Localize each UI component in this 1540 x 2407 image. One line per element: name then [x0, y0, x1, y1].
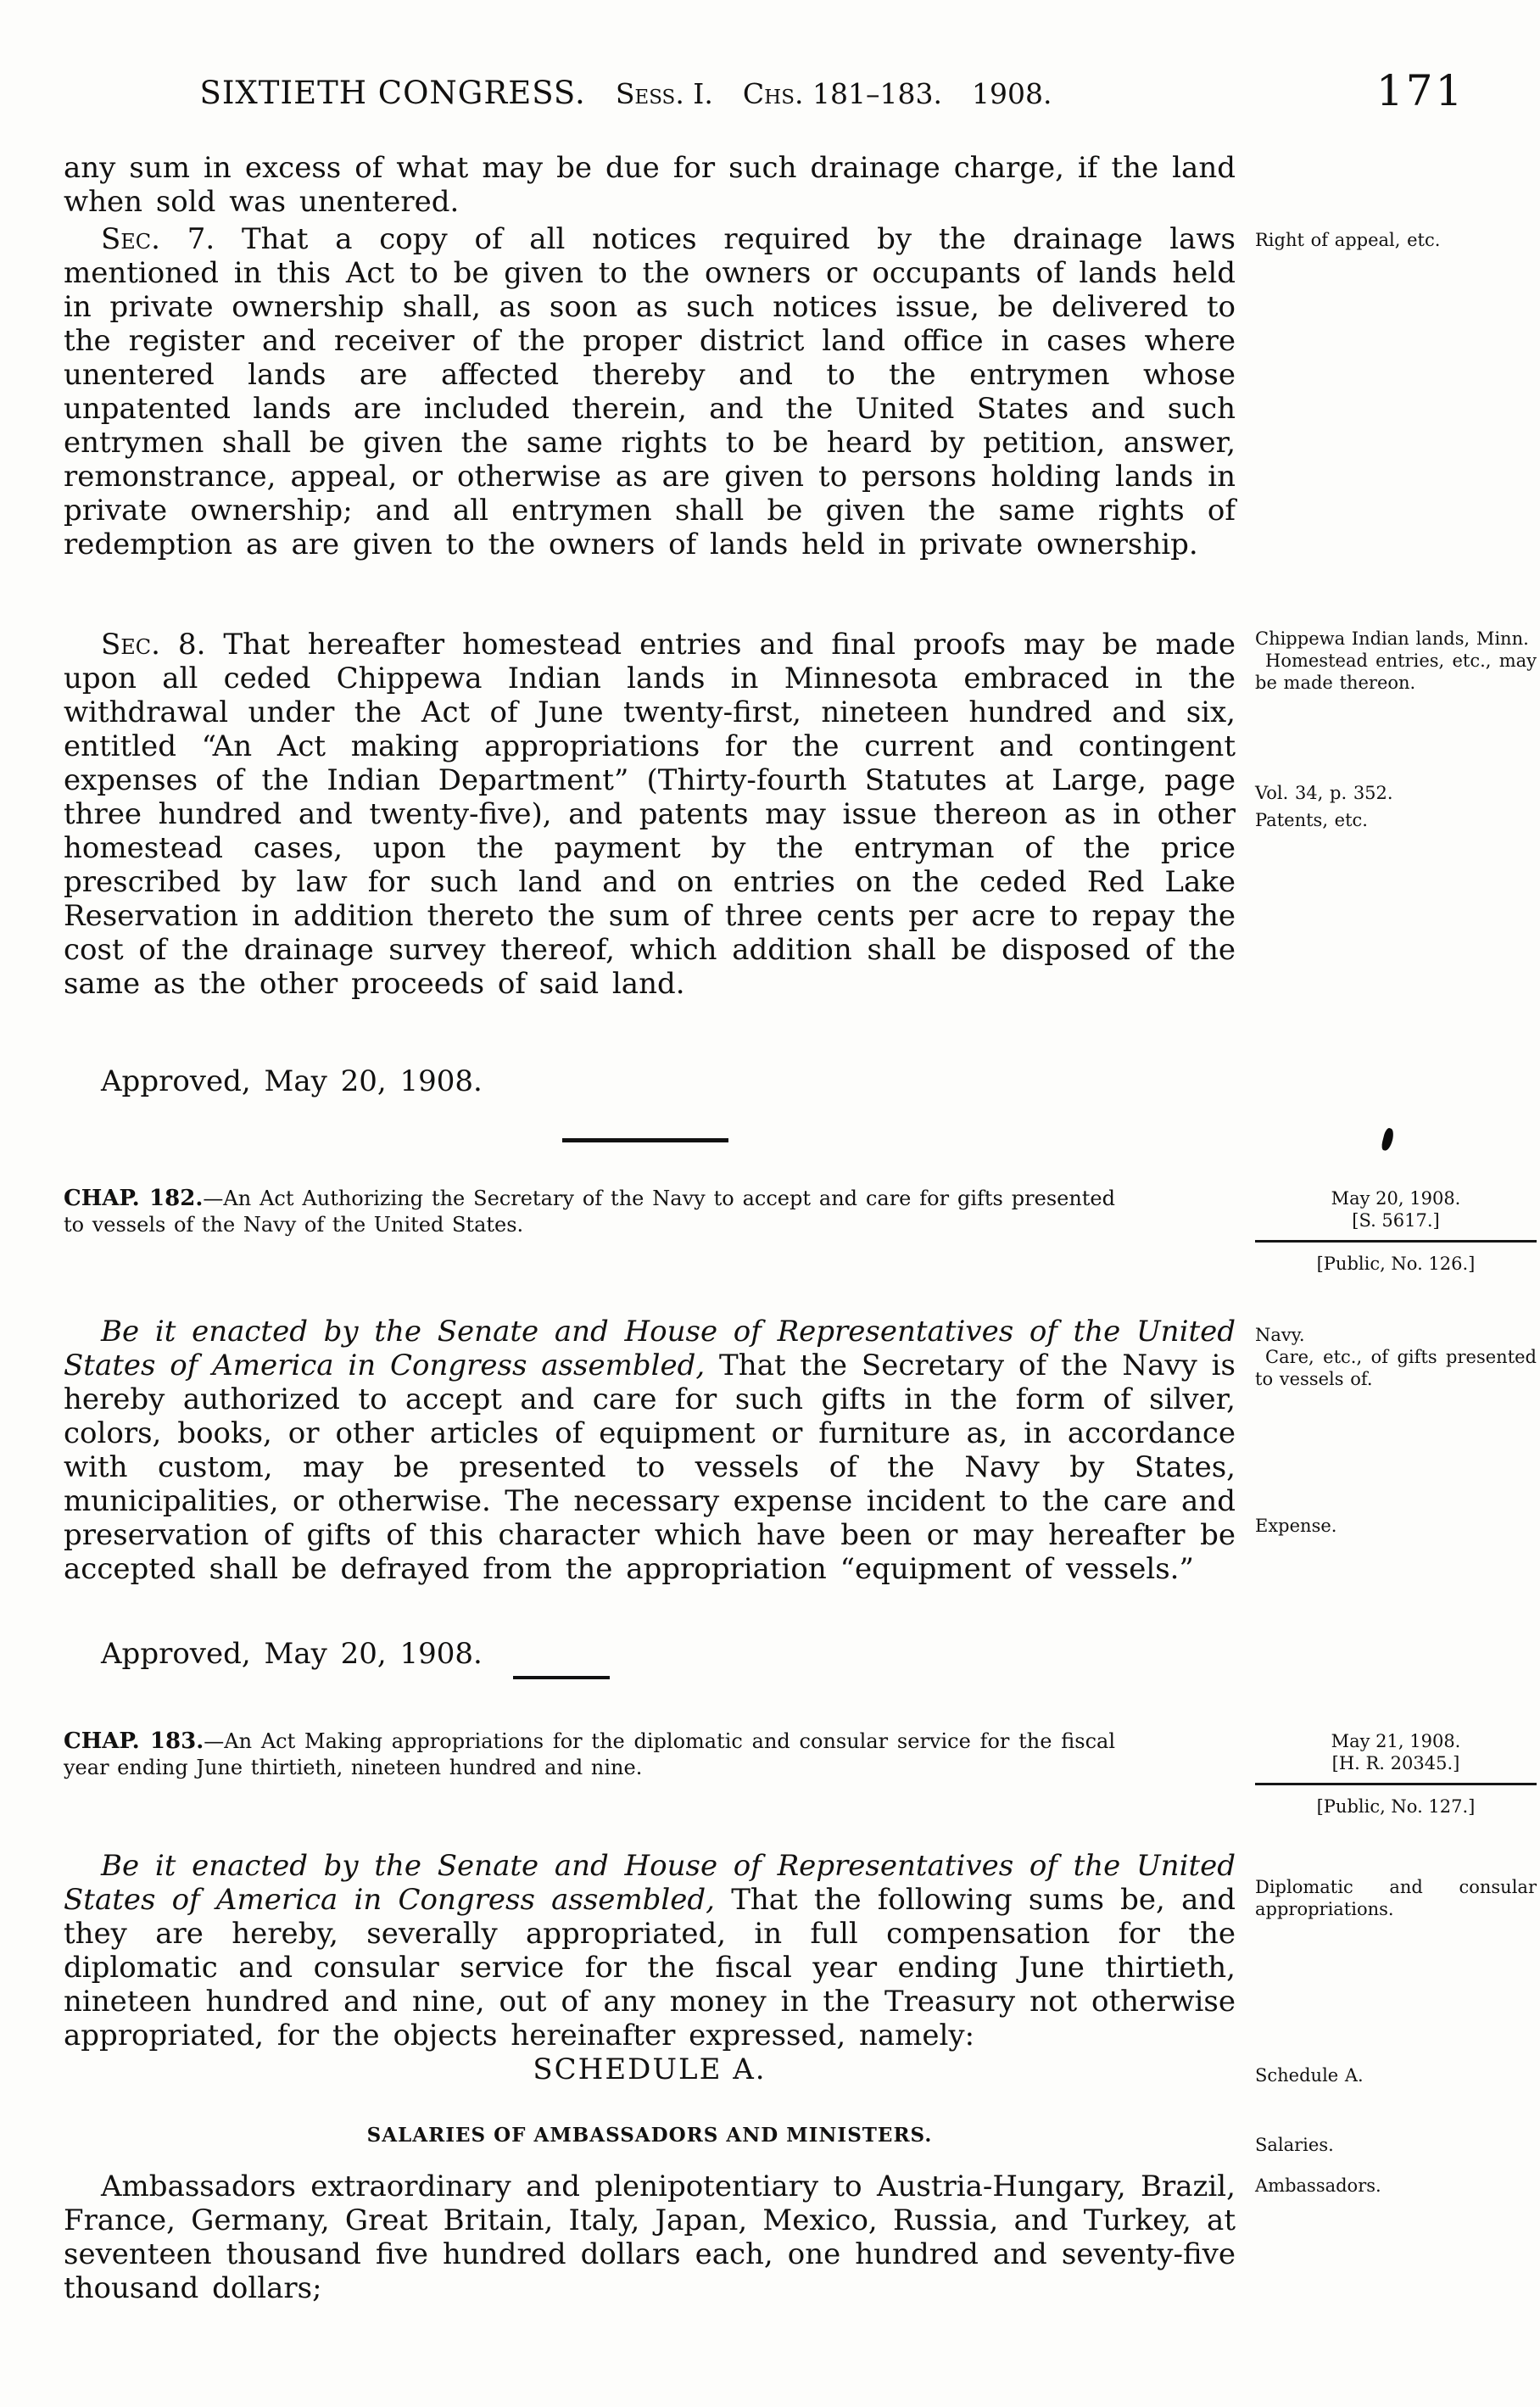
margin-notes-salaries [1255, 2134, 1537, 2156]
margin-note-homestead: Homestead entries, etc., may be made thereon. [1255, 651, 1537, 693]
chap183-heading [64, 1728, 1115, 1781]
chap183-number: CHAP. 183. [64, 1728, 204, 1754]
margin-notes-chap182-navy [1255, 1324, 1537, 1390]
ambassadors-paragraph: Ambassadors extraordinary and plenipotentiary to Austria-Hungary, Brazil, France, Germany, Great Britain, Italy, Japan, Mexico, Russia, and Turkey, at seventeen thousand five hundred dollars each, one hundred and seventy-five thousand dollars; [64, 2170, 1236, 2305]
chap183-enacting-clause: Be it enacted by the Senate and House of Representatives of the United States of America in Congress assembled, [64, 1849, 1236, 1917]
sec8-text: That hereafter homestead entries and final proofs may be made upon all ceded Chippewa Indian lands in Minnesota embraced in the withdrawal under the Act of June twenty-first, nineteen hundred and six, entitled “An Act making appropriations for the current and contingent expenses of the Indian Department” (Thirty-fourth Statutes at Large, page three hundred and twenty-five), and patents may issue thereon as in other homestead cases, upon the payment by the entryman of the price prescribed by law for such land and on entries on the ceded Red Lake Reservation in addition thereto the sum of three cents per acre to repay the cost of the drainage survey thereof, which addition shall be disposed of the same as the other proceeds of said land. [64, 628, 1236, 1001]
body-paragraph-continuation: any sum in excess of what may be due for such drainage charge, if the land when sold was unentered. [64, 151, 1236, 219]
running-head-chapters: Chs. 181–183. [742, 77, 942, 110]
running-head-year: 1908. [972, 77, 1052, 110]
margin-notes-sec7 [1255, 229, 1537, 251]
page-number: 171 [1376, 66, 1465, 115]
margin-note-volume: Vol. 34, p. 352. [1255, 783, 1393, 803]
margin-notes-schedule [1255, 2064, 1537, 2086]
salaries-heading: SALARIES OF AMBASSADORS AND MINISTERS. [366, 2124, 933, 2147]
body-paragraph-sec8 [64, 628, 1236, 1001]
margin-notes-chap183-appropriations [1255, 1876, 1537, 1920]
body-paragraph-sec7 [64, 222, 1236, 561]
chap181-sec8-block [64, 628, 1535, 1001]
margin-note-chippewa: Chippewa Indian lands, Minn. [1255, 628, 1529, 649]
ink-blot [1381, 1127, 1395, 1152]
chap182-title: —An Act Authorizing the Secretary of the Navy to accept and care for gifts presented to vessels of the Navy of the United States. [64, 1187, 1116, 1237]
margin-note-salaries: Salaries. [1255, 2135, 1334, 2155]
margin-note-schedule-a: Schedule A. [1255, 2065, 1364, 2086]
margin-notes-sec8-cite [1255, 782, 1537, 831]
chap181-continuation-block [64, 151, 1535, 219]
margin-rule-182 [1255, 1240, 1537, 1243]
chap182-body-text: That the Secretary of the Navy is hereby authorized to accept and care for such gifts in the form of silver, colors, books, or other articles of equipment or furniture as, in accordance with custom, may be presented to vessels of the Navy by States, municipalities, or otherwise. The necessary expense incident to the care and preservation of gifts of this character which have been or may hereafter be accepted shall be defrayed from the appropriation “equipment of vessels.” [64, 1349, 1236, 1586]
margin-note-public-182: [Public, No. 126.] [1316, 1254, 1476, 1274]
margin-note-bill-182: [S. 5617.] [1352, 1210, 1440, 1231]
running-head-session: Sess. I. [615, 77, 713, 110]
margin-note-navy: Navy. [1255, 1325, 1305, 1345]
chap183-title: —An Act Making appropriations for the diplomatic and consular service for the fiscal year ending June thirtieth, nineteen hundred and nine. [64, 1729, 1115, 1779]
chap182-number: CHAP. 182. [64, 1186, 204, 1211]
chap183-body-text: That the following sums be, and they are hereby, severally appropriated, in full compensation for the diplomatic and consular service for the fiscal year ending June thirtieth, nineteen hundred and nine, out of any money in the Treasury not otherwise appropriated, for the objects hereinafter expressed, namely: [64, 1883, 1236, 2052]
margin-note-public-183: [Public, No. 127.] [1316, 1796, 1476, 1817]
margin-note-bill-183: [H. R. 20345.] [1331, 1753, 1460, 1773]
chap182-block [64, 1186, 1537, 1671]
margin-note-patents: Patents, etc. [1255, 810, 1368, 830]
running-head [40, 75, 1212, 111]
chap183-body [64, 1849, 1236, 2052]
sec7-label: Sec. 7. [101, 222, 215, 256]
running-head-congress: SIXTIETH CONGRESS. [199, 75, 586, 111]
margin-note-diplomatic: Diplomatic and consular appropriations. [1255, 1877, 1537, 1919]
chap182-enacting-clause: Be it enacted by the Senate and House of Representatives of the United States of America in Congress assembled, [64, 1315, 1236, 1382]
section-divider-rule [562, 1138, 728, 1142]
chap181-approved-block [64, 1064, 1535, 1098]
chap183-block [64, 1728, 1537, 2052]
schedule-a-block [64, 2052, 1535, 2086]
chap182-heading [64, 1186, 1115, 1238]
approved-line-chap182: Approved, May 20, 1908. [101, 1637, 483, 1671]
margin-notes-ambassadors [1255, 2175, 1537, 2197]
margin-notes-chap182-expense [1255, 1515, 1537, 1537]
margin-note-expense: Expense. [1255, 1516, 1337, 1536]
schedule-a-heading: SCHEDULE A. [533, 2052, 767, 2086]
approved-line-chap181: Approved, May 20, 1908. [101, 1064, 483, 1098]
sec8-label: Sec. 8. [101, 628, 206, 662]
margin-notes-chap183-date [1255, 1730, 1537, 1818]
chap182-body [64, 1315, 1236, 1586]
margin-notes-sec8-top [1255, 628, 1537, 694]
margin-note-care: Care, etc., of gifts presented to vessels of. [1255, 1347, 1537, 1389]
sec7-text: That a copy of all notices required by the drainage laws mentioned in this Act to be given to the owners or occupants of lands held in private ownership shall, as soon as such notices issue, be delivered to the register and receiver of the proper district land office in cases where unentered lands are affected thereby and to the entrymen whose unpatented lands are included therein, and the United States and such entrymen shall be given the same rights to be heard by petition, answer, remonstrance, appeal, or otherwise as are given to persons holding lands in private ownership; and all entrymen shall be given the same rights of redemption as are given to the owners of lands held in private ownership. [64, 222, 1236, 561]
margin-note-ambassadors: Ambassadors. [1255, 2175, 1381, 2196]
page-header [64, 66, 1535, 115]
section-divider-rule-2 [513, 1676, 610, 1679]
chap181-sec7-block [64, 222, 1535, 561]
ambassadors-block [64, 2170, 1535, 2305]
margin-note-date-182: May 20, 1908. [1331, 1188, 1461, 1209]
margin-note-right-of-appeal: Right of appeal, etc. [1255, 230, 1441, 250]
margin-notes-chap182-date [1255, 1187, 1537, 1275]
margin-rule-183 [1255, 1783, 1537, 1785]
salaries-heading-block [64, 2124, 1535, 2155]
margin-note-date-183: May 21, 1908. [1331, 1731, 1461, 1751]
